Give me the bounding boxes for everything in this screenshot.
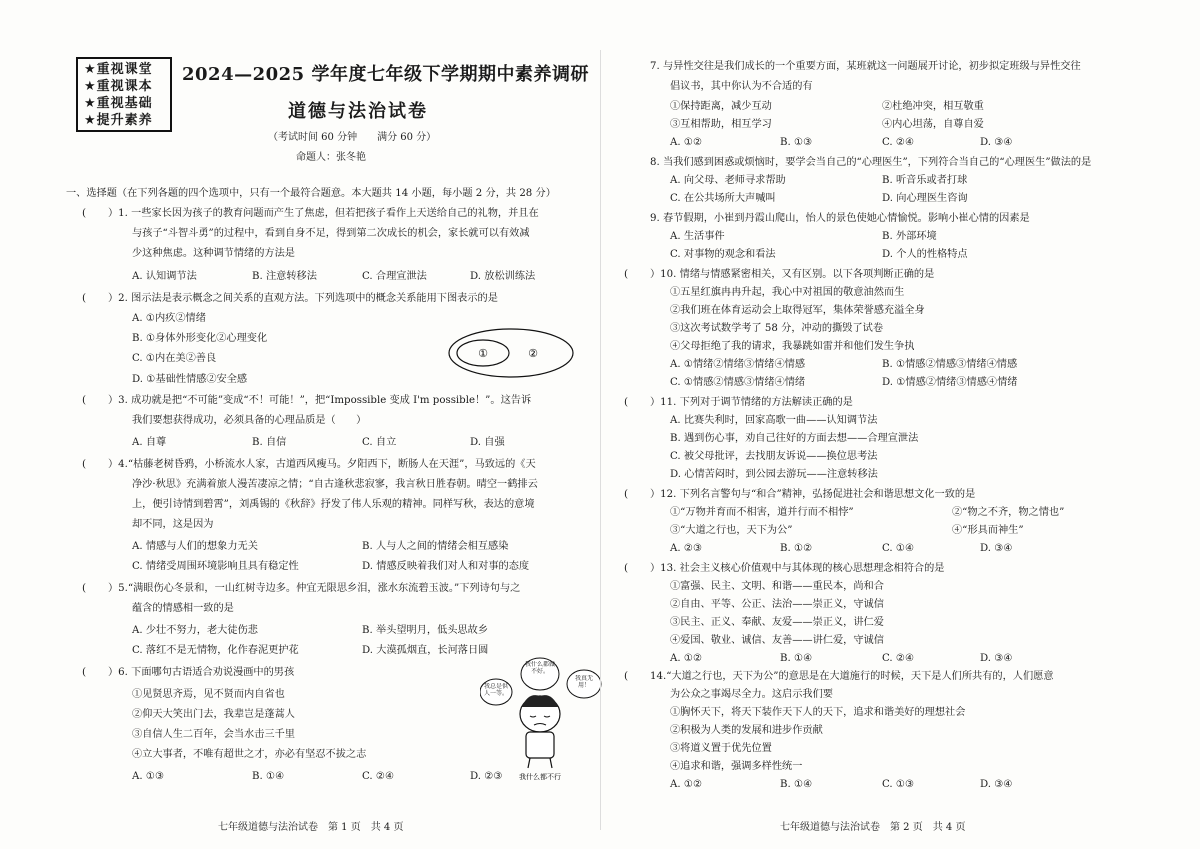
option-text: A. ①② <box>670 779 703 790</box>
option-text: A. 向父母、老师寻求帮助 <box>670 175 786 186</box>
option-text: D. ③④ <box>980 137 1013 148</box>
option-text: C. 落红不是无情物，化作春泥更护花 <box>132 645 299 656</box>
option-text: D. 情感反映着我们对人和对事的态度 <box>362 561 530 572</box>
option-text: ③将道义置于优先位置 <box>670 743 772 754</box>
answer-paren: ( <box>624 268 629 280</box>
option-text: ①五星红旗冉冉升起，我心中对祖国的敬意油然而生 <box>670 287 905 298</box>
option-text: B. ①④ <box>252 771 285 782</box>
page-footer: 七年级道德与法治试卷 第 2 页 共 4 页 <box>780 822 966 833</box>
option-text: D. ③④ <box>980 653 1013 664</box>
bubble-text-right: 我真无用！ <box>574 675 593 689</box>
option-text: B. ①④ <box>780 779 813 790</box>
option-text: ②自由、平等、公正、法治——崇正义，守诚信 <box>670 599 884 610</box>
question-text: ）11. 下列对于调节情绪的方法解读正确的是 <box>650 397 853 408</box>
option-text: C. 合理宣泄法 <box>362 271 427 282</box>
boy-legs <box>528 758 552 768</box>
question-text: ）3. 成功就是把“不可能”变成“不！可能！”，把“Impossible 变成 I'm possible！”。这告诉 <box>108 395 532 406</box>
question-text: 上，便引诗情到碧霄”，刘禹锡的《秋辞》抒发了伟人乐观的精神。同样写秋，表达的意境 <box>132 499 535 510</box>
option-text: ③“大道之行也，天下为公” <box>670 525 793 536</box>
option-text: D. 心情苦闷时，到公园去游玩——注意转移法 <box>670 469 878 480</box>
option-text: ②积极为人类的发展和进步作贡献 <box>670 725 823 736</box>
option-text: B. 外部环境 <box>882 231 937 242</box>
question-text: 与孩子“斗智斗勇”的过程中，看到自身不足，得到第二次成长的机会，家长就可以有效减 <box>132 228 530 239</box>
option-text: ②“物之不齐，物之情也” <box>952 507 1065 518</box>
answer-paren: ( <box>624 396 629 408</box>
answer-paren: ( <box>82 292 87 304</box>
option-text: C. 情绪受周围环境影响且具有稳定性 <box>132 561 299 572</box>
option-text: B. ①② <box>780 543 813 554</box>
option-text: D. ②③ <box>470 771 503 782</box>
option-text: C. 对事物的观念和看法 <box>670 249 776 260</box>
option-text: B. 注意转移法 <box>252 271 317 282</box>
option-text: ①保持距离，减少互动 <box>670 101 772 112</box>
option-text: C. ①④ <box>882 543 915 554</box>
option-text: D. 放松训练法 <box>470 271 536 282</box>
option-text: A. 情感与人们的想象力无关 <box>132 541 258 552</box>
option-text: ③互相帮助，相互学习 <box>670 119 772 130</box>
motto-box <box>76 57 172 132</box>
option-text: ①“万物并育而不相害，道并行而不相悖” <box>670 507 854 518</box>
section-heading: 一、选择题（在下列各题的四个选项中，只有一个最符合题意。本大题共 14 小题，每小题 2 分，共 28 分） <box>66 188 556 199</box>
question-text: 倡议书，其中你认为不合适的有 <box>670 81 813 92</box>
option-text: D. ③④ <box>980 543 1013 554</box>
answer-paren: ( <box>82 458 87 470</box>
option-text: A. ①③ <box>132 771 165 782</box>
option-text: ①富强、民主、文明、和谐——重民本，尚和合 <box>670 581 884 592</box>
option-text: A. 生活事件 <box>670 231 725 242</box>
question-text: 蕴含的情感相一致的是 <box>132 603 234 614</box>
question-text: 却不同，这是因为 <box>132 519 214 530</box>
option-text: ②我们班在体育运动会上取得冠军，集体荣誉感充溢全身 <box>670 305 925 316</box>
question-text: 8. 当我们感到困惑或烦恼时，要学会当自己的“心理医生”，下列符合当自己的“心理医生”做法的是 <box>650 157 1092 168</box>
option-text: D. 个人的性格特点 <box>882 249 968 260</box>
question-text: 净沙·秋思》充满着旅人漫苦凄凉之情；“自古逢秋悲寂寥，我言秋日胜春朝。晴空一鹤排云 <box>132 479 538 490</box>
boy-body <box>526 732 554 758</box>
answer-paren: ( <box>624 488 629 500</box>
option-text: A. ①情绪②情绪③情绪④情感 <box>670 359 806 370</box>
option-text: A. 比赛失利时，回家高歌一曲——认知调节法 <box>670 415 878 426</box>
question-text: 9. 春节假期，小崔到丹霞山爬山，怡人的景色使她心情愉悦。影响小崔心情的因素是 <box>650 213 1030 224</box>
option-text: A. 少壮不努力，老大徒伤悲 <box>132 625 258 636</box>
option-text: B. 听音乐或者打球 <box>882 175 968 186</box>
option-text: ①胸怀天下，将天下装作天下人的天下，追求和谐美好的理想社会 <box>670 707 966 718</box>
question-text: ）5.“满眼伤心冬景和，一山红树寺边多。仲宜无限思乡泪，涨水东流碧玉波。”下列诗句与之 <box>108 583 521 594</box>
answer-paren: ( <box>624 670 629 682</box>
answer-paren: ( <box>624 562 629 574</box>
option-text: C. ①③ <box>882 779 915 790</box>
option-text: ④父母拒绝了我的请求，我暴跳如雷并和他们发生争执 <box>670 341 915 352</box>
question-text: ）13. 社会主义核心价值观中与其体现的核心思想理念相符合的是 <box>650 563 945 574</box>
option-text: C. 被父母批评，去找朋友诉说——换位思考法 <box>670 451 878 462</box>
diagram-label-inner: ① <box>478 347 488 360</box>
option-text: B. 人与人之间的情绪会相互感染 <box>362 541 509 552</box>
question-text: ）10. 情绪与情感紧密相关，又有区别。以下各项判断正确的是 <box>650 269 935 280</box>
outer-ellipse <box>449 329 573 377</box>
cartoon-boy-illustration <box>480 652 602 782</box>
option-text: C. ②④ <box>882 653 915 664</box>
question-text: ）1. 一些家长因为孩子的教育问题而产生了焦虑，但若把孩子看作上天送给自己的礼物，并且在 <box>108 208 539 219</box>
option-text: C. 在公共场所大声喊叫 <box>670 193 776 204</box>
bubble-text-mid: 我什么都做不好。 <box>525 661 555 675</box>
option-text: B. 举头望明月，低头思故乡 <box>362 625 489 636</box>
question-text: ）2. 图示法是表示概念之间关系的直观方法。下列选项中的概念关系能用下图表示的是 <box>108 293 498 304</box>
option-text: A. ①② <box>670 137 703 148</box>
option-text: D. 大漠孤烟直，长河落日圆 <box>362 645 489 656</box>
option-text: D. ③④ <box>980 779 1013 790</box>
option-text: ④追求和谐，强调多样性统一 <box>670 761 803 772</box>
exam-subject: 道德与法治试卷 <box>288 101 428 122</box>
diagram-label-outer: ② <box>528 347 538 360</box>
option-text: D. ①情感②情绪③情感④情绪 <box>882 377 1018 388</box>
answer-paren: ( <box>82 666 87 678</box>
question-text: 为公众之事竭尽全力。这启示我们要 <box>670 689 833 700</box>
option-text: ③民主、正义、奉献、友爱——崇正义，讲仁爱 <box>670 617 884 628</box>
question-text: ）6. 下面哪句古语适合劝说漫画中的男孩 <box>108 667 295 678</box>
cartoon-caption: 我什么都不行 <box>519 773 561 781</box>
option-text: ③自信人生二百年，会当水击三千里 <box>132 729 295 740</box>
answer-paren: ( <box>82 394 87 406</box>
option-text: D. 向心理医生咨询 <box>882 193 968 204</box>
answer-paren: ( <box>82 582 87 594</box>
motto-line: ★重视基础 <box>84 96 153 111</box>
concept-diagram <box>447 327 575 379</box>
option-text: B. ①③ <box>780 137 813 148</box>
option-text: A. 自尊 <box>132 437 167 448</box>
option-text: A. 认知调节法 <box>132 271 197 282</box>
option-text: D. 自强 <box>470 437 505 448</box>
exam-time-info: （考试时间 60 分钟 满分 60 分） <box>268 132 437 143</box>
option-text: A. ②③ <box>670 543 703 554</box>
question-text: 7. 与异性交往是我们成长的一个重要方面，某班就这一问题展开讨论，初步拟定班级与异性交往 <box>650 61 1081 72</box>
option-text: B. ①情感②情感③情绪④情感 <box>882 359 1018 370</box>
option-text: A. ①内疚②情绪 <box>132 313 206 324</box>
option-text: C. ②④ <box>362 771 395 782</box>
option-text: B. 遇到伤心事，劝自己往好的方面去想——合理宣泄法 <box>670 433 919 444</box>
option-text: A. ①② <box>670 653 703 664</box>
exam-author: 命题人：张冬艳 <box>296 152 366 163</box>
option-text: B. ①④ <box>780 653 813 664</box>
option-text: ②仰天大笑出门去，我辈岂是蓬蒿人 <box>132 709 295 720</box>
option-text: ②杜绝冲突，相互敬重 <box>882 101 984 112</box>
answer-paren: ( <box>82 207 87 219</box>
right-page <box>600 0 1200 849</box>
option-text: ③这次考试数学考了 58 分，冲动的撕毁了试卷 <box>670 323 884 334</box>
motto-line: ★重视课本 <box>84 79 153 94</box>
question-text: 我们要想获得成功，必须具备的心理品质是（ ） <box>132 415 367 426</box>
option-text: C. 自立 <box>362 437 397 448</box>
question-text: 14.“大道之行也，天下为公”的意思是在大道施行的时候，天下是人们所共有的，人们愿意 <box>650 671 1054 682</box>
option-text: B. 自信 <box>252 437 287 448</box>
option-text: ④内心坦荡，自尊自爱 <box>882 119 984 130</box>
option-text: ④“形具而神生” <box>952 525 1024 536</box>
option-text: ①见贤思齐焉，见不贤而内自省也 <box>132 689 285 700</box>
option-text: C. ①情感②情感③情绪④情绪 <box>670 377 806 388</box>
boy-hair <box>522 695 558 707</box>
question-text: 少这种焦虑。这种调节情绪的方法是 <box>132 248 295 259</box>
option-text: C. ①内在美②善良 <box>132 353 217 364</box>
page-footer: 七年级道德与法治试卷 第 1 页 共 4 页 <box>218 822 404 833</box>
motto-line: ★重视课堂 <box>84 62 153 77</box>
question-text: ）12. 下列名言警句与“和合”精神，弘扬促进社会和谐思想文化一致的是 <box>650 489 976 500</box>
question-text: ）4.“枯藤老树昏鸦，小桥流水人家，古道西风瘦马。夕阳西下，断肠人在天涯”，马致远的《天 <box>108 459 536 470</box>
option-text: C. ②④ <box>882 137 915 148</box>
bubble-text-left: 我总是供人一等。 <box>483 683 508 697</box>
option-text: ④爱国、敬业、诚信、友善——讲仁爱，守诚信 <box>670 635 884 646</box>
option-text: D. ①基础性情感②安全感 <box>132 374 248 385</box>
option-text: B. ①身体外形变化②心理变化 <box>132 333 268 344</box>
motto-line: ★提升素养 <box>84 113 153 128</box>
exam-title: 2024—2025 学年度七年级下学期期中素养调研 <box>182 64 589 85</box>
option-text: ④立大事者，不唯有超世之才，亦必有坚忍不拔之志 <box>132 749 367 760</box>
